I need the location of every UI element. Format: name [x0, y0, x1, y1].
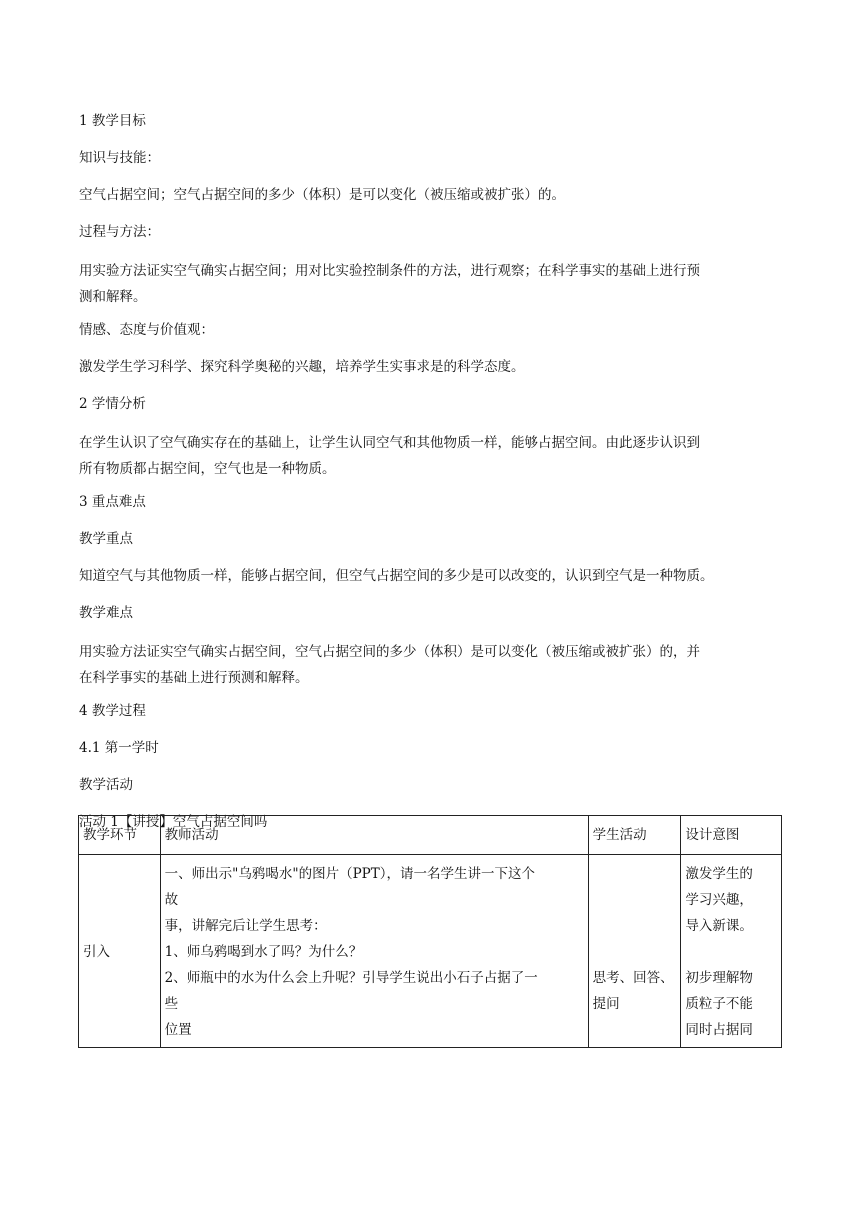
- paragraph-key-point: 知道空气与其他物质一样，能够占据空间，但空气占据空间的多少是可以改变的，认识到空气是一种物质。: [79, 568, 714, 584]
- subheading-key-point: 教学重点: [79, 531, 133, 547]
- table-header-row: [79, 816, 782, 855]
- activity-title: 活动 1【讲授】空气占据空间吗: [79, 814, 268, 830]
- subheading-first-lesson: 4.1 第一学时: [79, 740, 159, 756]
- header-stage: 教学环节: [79, 816, 161, 855]
- document-body: [79, 110, 784, 833]
- subheading-difficult-point: 教学难点: [79, 605, 133, 621]
- heading-key-difficult-points: 3 重点难点: [79, 494, 146, 510]
- paragraph-knowledge-skills: 空气占据空间；空气占据空间的多少（体积）是可以变化（被压缩或被扩张）的。: [79, 187, 565, 203]
- paragraph-emotion-values: 激发学生学习科学、探究科学奥秘的兴趣，培养学生实事求是的科学态度。: [79, 359, 525, 375]
- header-teacher-activity: 教师活动: [160, 816, 588, 855]
- cell-student-activity: 思考、回答、 提问: [588, 855, 681, 1048]
- paragraph-process-method: 用实验方法证实空气确实占据空间；用对比实验控制条件的方法，进行观察；在科学事实的基础上进行预 测和解释。: [79, 263, 700, 305]
- heading-teaching-process: 4 教学过程: [79, 703, 146, 719]
- table-row: [79, 855, 782, 1048]
- header-design-intent: 设计意图: [681, 816, 782, 855]
- subheading-teaching-activities: 教学活动: [79, 777, 133, 793]
- cell-stage: 引入: [79, 855, 161, 1048]
- paragraph-student-analysis: 在学生认识了空气确实存在的基础上，让学生认同空气和其他物质一样，能够占据空间。由此逐步认识到 所有物质都占据空间，空气也是一种物质。: [79, 435, 700, 477]
- subheading-process-method: 过程与方法：: [79, 224, 160, 240]
- header-student-activity: 学生活动: [588, 816, 681, 855]
- paragraph-difficult-point: 用实验方法证实空气确实占据空间，空气占据空间的多少（体积）是可以变化（被压缩或被扩张）的，并 在科学事实的基础上进行预测和解释。: [79, 644, 700, 686]
- lesson-table: [78, 815, 782, 1048]
- heading-teaching-goals: 1 教学目标: [79, 113, 146, 129]
- cell-teacher-activity: 一、师出示"乌鸦喝水"的图片（PPT），请一名学生讲一下这个 故 事，讲解完后让学生思考： 1、师乌鸦喝到水了吗？为什么？ 2、师瓶中的水为什么会上升呢？引导学生说出小石子占据了一 些 位置: [160, 855, 588, 1048]
- heading-student-analysis: 2 学情分析: [79, 396, 146, 412]
- subheading-knowledge-skills: 知识与技能：: [79, 150, 160, 166]
- subheading-emotion-values: 情感、态度与价值观：: [79, 322, 214, 338]
- cell-design-intent: 激发学生的 学习兴趣， 导入新课。 初步理解物 质粒子不能 同时占据同: [681, 855, 782, 1048]
